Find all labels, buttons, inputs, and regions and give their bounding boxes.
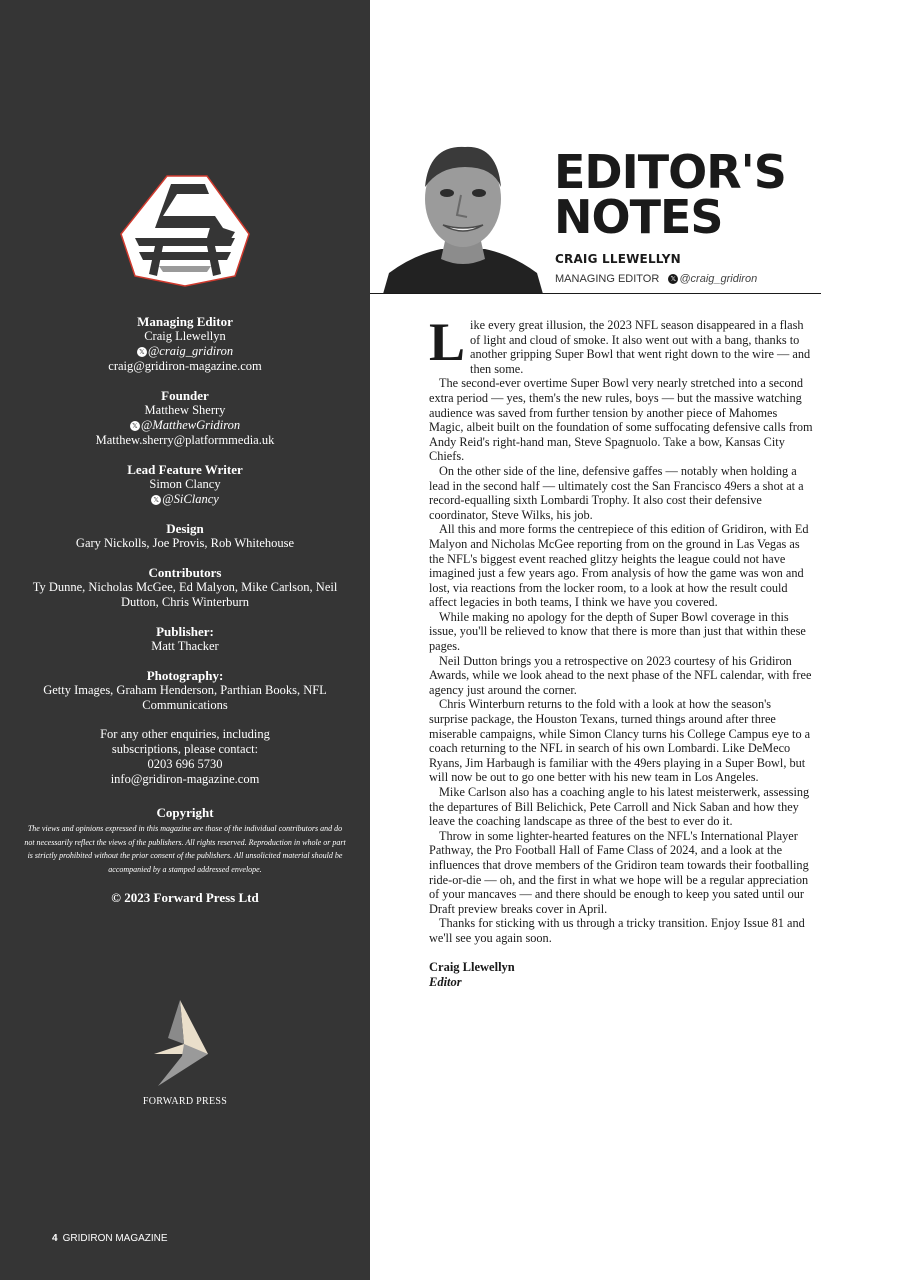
article-paragraph: Neil Dutton brings you a retrospective on 2023 courtesy of his Gridiron Awards, while we look ahead to the next phase of the NFL calendar, with free agency just around the corner.	[429, 653, 812, 697]
page-title	[554, 145, 786, 244]
author-twitter-handle[interactable]: 𝕏 @craig_gridiron	[668, 273, 757, 285]
enquiries-email[interactable]: info@gridiron-magazine.com	[110, 772, 260, 786]
copyright-title: Copyright	[156, 805, 214, 820]
x-social-icon: 𝕏	[668, 274, 678, 284]
article-paragraph: On the other side of the line, defensive gaffes — notably when holding a lead in the second half — ultimately cost the San Francisco 49ers a shot at a record-equalling sixth Lombardi Trophy. It also cost their defensive coordinator, Steve Wilks, his job.	[429, 463, 804, 522]
credit-title: Contributors	[148, 565, 222, 580]
page-title-line: EDITOR'S	[554, 145, 786, 199]
header-divider	[370, 293, 821, 294]
credit-email[interactable]: Matthew.sherry@platformmedia.uk	[95, 433, 275, 447]
credit-contributors	[18, 565, 352, 610]
credit-name: Simon Clancy	[149, 477, 221, 491]
article-paragraph: While making no apology for the depth of Super Bowl coverage in this issue, you'll be relieved to know that there is more than just that within these pages.	[429, 609, 806, 654]
enquiries-line: For any other enquiries, including	[100, 727, 270, 741]
credit-twitter-handle[interactable]: 𝕏 @craig_gridiron	[18, 344, 352, 359]
author-name: CRAIG LLEWELLYN	[555, 252, 681, 266]
staff-credits	[18, 314, 352, 905]
signoff-title: Editor	[429, 974, 462, 989]
article-paragraph: All this and more forms the centrepiece of this edition of Gridiron, with Ed Malyon and Nicholas McGee reporting from on the ground in Las Vegas as the NFL's biggest event reached glitzy heights the league could not have imagined just a few years ago. From analysis of how the game was won and lost, via reactions from the locker room, to a look at how the result could affect legacies in both teams, I think we have you covered.	[429, 522, 809, 610]
credit-twitter-handle[interactable]: 𝕏 @SiClancy	[18, 492, 352, 507]
credit-names: Matt Thacker	[151, 639, 219, 653]
enquiries-phone: 0203 696 5730	[147, 757, 223, 771]
sidebar	[0, 0, 370, 1280]
article-paragraph: Mike Carlson also has a coaching angle to his latest meisterwerk, assessing the departures of Bill Belichick, Pete Carroll and Nick Saban and how they leave the coaching landscape as three of the best to ever do it.	[429, 785, 810, 829]
credit-title: Lead Feature Writer	[127, 462, 243, 477]
credit-names: Ty Dunne, Nicholas McGee, Ed Malyon, Mike Carlson, Neil Dutton, Chris Winterburn	[32, 580, 338, 609]
credit-names: Getty Images, Graham Henderson, Parthian Books, NFL Communications	[43, 683, 327, 712]
credit-title: Photography:	[146, 668, 224, 683]
credit-title: Managing Editor	[137, 314, 233, 329]
credit-publisher	[18, 624, 352, 654]
article-body	[429, 312, 813, 990]
author-role-line	[555, 273, 757, 285]
forward-press-logo-icon	[148, 998, 214, 1088]
signoff	[429, 960, 813, 990]
x-social-icon: 𝕏	[151, 495, 161, 505]
x-social-icon: 𝕏	[130, 421, 140, 431]
drop-cap: L	[429, 312, 466, 372]
credit-name: Craig Llewellyn	[144, 329, 226, 343]
enquiries-contact	[18, 727, 352, 787]
signoff-name: Craig Llewellyn	[429, 959, 515, 974]
credit-founder	[18, 388, 352, 448]
credit-title: Publisher:	[156, 624, 214, 639]
enquiries-line: subscriptions, please contact:	[111, 742, 259, 756]
article-paragraph: Like every great illusion, the 2023 NFL season disappeared in a flash of light and cloud of smoke. It also went out with a bang, thanks to another gripping Super Bowl that went right down to the wire — and then some.	[429, 312, 811, 376]
page-title-line: NOTES	[554, 190, 723, 244]
credit-managing-editor	[18, 314, 352, 374]
page-folio	[52, 1233, 168, 1244]
credit-title: Design	[166, 521, 204, 536]
author-role: MANAGING EDITOR	[555, 273, 660, 285]
credit-design	[18, 521, 352, 551]
page-number: 4	[52, 1233, 58, 1244]
credit-photography	[18, 668, 352, 713]
article-paragraph: Thanks for sticking with us through a tricky transition. Enjoy Issue 81 and we'll see you again soon.	[429, 916, 805, 945]
article-paragraph: The second-ever overtime Super Bowl very nearly stretched into a second extra period — yes, them's the new rules, boys — but the massive watching audience was saved from further tension by another piece of Mahomes Magic, albeit built on the foundation of some suffocating defensive calls from Andy Reid's right-hand man, Steve Spagnuolo. Take a bow, Kansas City Chiefs.	[429, 376, 813, 464]
credit-name: Matthew Sherry	[144, 403, 226, 417]
x-social-icon: 𝕏	[137, 347, 147, 357]
magazine-name: GRIDIRON MAGAZINE	[62, 1233, 168, 1244]
credit-lead-feature-writer	[18, 462, 352, 507]
article-paragraph: Throw in some lighter-hearted features on the NFL's International Player Pathway, the Pro Football Hall of Fame Class of 2024, and a look at the influences that drove members of the Gridiron team towards their footballing ride-or-die — oh, and the first in what we hope will be a regular appreciation of your mancaves — and there should be enough to keep you sated until our Draft preview breaks cover in April.	[429, 828, 809, 916]
credit-names: Gary Nickolls, Joe Provis, Rob Whitehouse	[75, 536, 295, 550]
credit-twitter-handle[interactable]: 𝕏 @MatthewGridiron	[18, 418, 352, 433]
copyright-line: © 2023 Forward Press Ltd	[111, 890, 259, 905]
copyright-block	[18, 805, 352, 905]
credit-title: Founder	[161, 388, 209, 403]
credit-email[interactable]: craig@gridiron-magazine.com	[108, 359, 262, 373]
article-paragraph: Chris Winterburn returns to the fold with a look at how the season's surprise package, the Houston Texans, turned things around after three miserable campaigns, while Simon Clancy turns his College Campus eye to a coach returning to the NFL in search of his own Lombardi. Like DeMeco Ryans, Jim Harbaugh is familiar with the 49ers playing in a Super Bowl, but will now be out to go one better with his new team in Los Angeles.	[429, 697, 811, 785]
copyright-note: The views and opinions expressed in this magazine are those of the individual contributors and do not necessarily reflect the views of the publishers. All rights reserved. Reproduction in whole or part is strictly prohibited without the prior consent of the publishers. All unsolicited material should be accompanied by a stamped addressed envelope.	[24, 824, 346, 874]
publisher-logo-text: FORWARD PRESS	[142, 1096, 228, 1107]
editor-photo	[383, 137, 543, 294]
gridiron-logo-icon	[115, 172, 255, 290]
